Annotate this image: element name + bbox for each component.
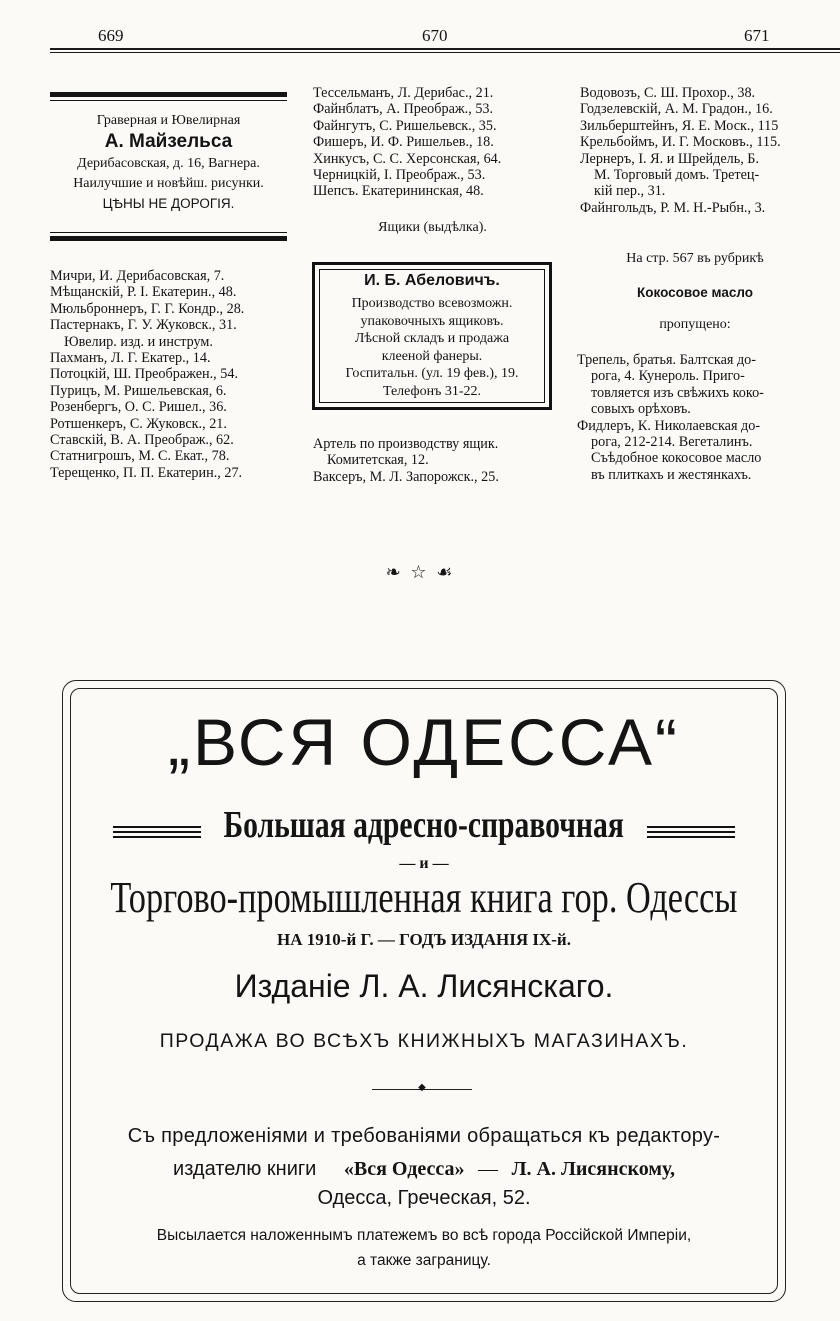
list-item: Пастернакъ, Г. У. Жуковск., 31. <box>50 317 237 334</box>
list-item: Водовозъ, С. Ш. Прохор., 38. <box>580 85 756 101</box>
section-heading-boxes: Ящики (выдѣлка). <box>378 220 487 235</box>
ad-maizels-prices: ЦѢНЫ НЕ ДОРОГІЯ. <box>102 196 235 211</box>
list-item: товляется изъ свѣжихъ коко- <box>591 384 764 401</box>
list-item: Шепсъ. Екатерининская, 48. <box>313 183 484 200</box>
list-item: Пурицъ, М. Ришельевская, 6. <box>50 382 227 399</box>
list-item: рога, 212-214. Вегеталинъ. <box>591 434 753 451</box>
big-ad-contact2-pre: издателю книги <box>173 1158 317 1180</box>
page-number-right: 671 <box>744 26 770 45</box>
list-item: Файнгутъ, С. Ришельевск., 35. <box>313 117 497 134</box>
col2-entries-top <box>313 85 501 200</box>
list-item: Ваксеръ, М. Л. Запорожск., 25. <box>313 468 499 485</box>
list-item: совыхъ орѣховъ. <box>591 401 691 418</box>
list-item: Крельбоймъ, И. Г. Московъ., 115. <box>580 134 781 151</box>
ad-maizels-bottom-bar <box>50 236 287 241</box>
ad-maizels-bottom-bar-thin <box>50 232 287 233</box>
big-ad-contact1: Съ предложеніями и требованіями обращаться къ редактору- <box>127 1125 721 1147</box>
list-item: Мюльброннеръ, Г. Г. Кондр., 28. <box>50 300 245 317</box>
ad-abelovich-line: Лѣсной складъ и продажа <box>354 331 510 346</box>
list-item: М. Торговый домъ. Третец- <box>594 167 760 184</box>
page-number-center: 670 <box>422 26 448 45</box>
list-item: въ плиткахъ и жестянкахъ. <box>591 466 752 483</box>
note-page-ref: На стр. 567 въ рубрикѣ <box>626 251 764 266</box>
list-item: Фишеръ, И. Ф. Ришельев., 18. <box>313 134 494 151</box>
list-item: кій пер., 31. <box>594 183 666 200</box>
ad-abelovich-line: Телефонъ 31-22. <box>382 383 482 399</box>
list-item: Терещенко, П. П. Екатерин., 27. <box>50 464 243 481</box>
big-ad-subtitle2: Торгово-промышленная книга гор. Одессы <box>110 873 738 922</box>
list-item: Потоцкій, Ш. Преображен., 54. <box>50 366 238 383</box>
ornament-divider: ❧ ☆ ☙ <box>385 562 455 583</box>
list-item: Ювелир. изд. и инструм. <box>64 333 213 350</box>
list-item: Ставскій, В. А. Преображ., 62. <box>50 432 234 449</box>
ad-maizels-name: А. Майзельса <box>104 131 233 152</box>
ad-abelovich-line: клееной фанеры. <box>381 348 483 364</box>
list-item: Черницкій, І. Преображ., 53. <box>313 167 486 184</box>
ad-maizels-slogan: Наилучшие и новѣйш. рисунки. <box>73 176 264 191</box>
list-item: Зильберштейнъ, Я. Е. Моск., 115 <box>580 117 779 134</box>
list-item: Статнигрошъ, М. С. Екат., 78. <box>50 448 230 465</box>
list-item: Артель по производству ящик. <box>313 436 499 452</box>
big-ad-and-row: — и — <box>399 855 449 872</box>
col3-added-entries <box>577 352 764 483</box>
list-item: Файнблатъ, А. Преображ., 53. <box>313 101 494 118</box>
big-ad-contact2-book: «Вся Одесса» <box>343 1158 465 1180</box>
page-number-left: 669 <box>98 26 124 45</box>
list-item: Годзелевскій, А. М. Градон., 16. <box>580 101 773 118</box>
list-item: Фидлеръ, К. Николаевская до- <box>577 417 761 434</box>
note-rubric: Кокосовое масло <box>637 285 753 300</box>
list-item: Хинкусъ, С. С. Херсонская, 64. <box>313 150 502 167</box>
list-item: Лернеръ, І. Я. и Шрейдель, Б. <box>580 150 759 167</box>
ad-abelovich <box>312 270 552 400</box>
ad-maizels-line1: Граверная и Ювелирная <box>96 113 241 128</box>
list-item: Тессельманъ, Л. Дерибас., 21. <box>313 85 494 101</box>
list-item: Мѣщанскій, Р. І. Екатерин., 48. <box>50 284 237 301</box>
ad-abelovich-name: И. Б. Абеловичъ. <box>364 272 500 289</box>
big-ad-shipping1: Высылается наложеннымъ платежемъ во всѣ города Россійской Имперіи, <box>156 1227 692 1244</box>
col3-entries <box>580 85 781 216</box>
big-ad-and: и <box>419 855 429 872</box>
list-item: Пахманъ, Л. Г. Екатер., 14. <box>50 350 211 367</box>
list-item: рога, 4. Кунероль. Приго- <box>591 368 745 385</box>
ad-maizels-address: Дерибасовская, д. 16, Вагнера. <box>77 156 260 171</box>
big-ad-shipping2: а также заграницу. <box>357 1252 491 1269</box>
header-rule <box>50 48 840 50</box>
big-ad-subtitle2-row <box>62 866 786 930</box>
big-ad-publisher: Изданіе Л. А. Лисянскаго. <box>234 968 614 1004</box>
big-ad-contact3: Одесса, Греческая, 52. <box>317 1187 531 1209</box>
ad-maizels-top-bar <box>50 92 287 97</box>
list-item: Комитетская, 12. <box>327 452 429 469</box>
header-rule-thin <box>50 52 840 53</box>
list-item: Файнгольдъ, Р. М. Н.-Рыбн., 3. <box>580 199 766 216</box>
list-item: Трепель, братья. Балтская до- <box>577 352 756 368</box>
big-ad-contact2-name: Л. А. Лисянскому, <box>511 1158 675 1180</box>
big-ad-contact2-dash: — <box>478 1158 499 1180</box>
big-ad-year: НА 1910-й Г. — ГОДЪ ИЗДАНІЯ IX-й. <box>277 930 571 949</box>
big-ad-small-rule-ornament: ◆ <box>418 1082 426 1093</box>
col1-entries <box>50 268 244 481</box>
big-ad-subtitle-row <box>62 797 786 853</box>
decorative-rule-right <box>647 826 735 839</box>
col2-entries-bottom <box>313 436 499 485</box>
big-ad-contact2 <box>62 1158 786 1181</box>
list-item: Розенбергъ, О. С. Ришел., 36. <box>50 399 227 416</box>
ad-abelovich-line: Госпитальн. (ул. 19 фев.), 19. <box>345 366 519 381</box>
ad-maizels-top-bar-thin <box>50 100 287 101</box>
ad-maizels <box>50 112 287 214</box>
list-item: Съѣдобное кокосовое масло <box>591 450 762 467</box>
big-ad-subtitle: Большая адресно-справочная <box>223 804 625 846</box>
note-omitted: пропущено: <box>659 317 731 332</box>
list-item: Ротшенкеръ, С. Жуковск., 21. <box>50 415 227 432</box>
big-ad-sale: ПРОДАЖА ВО ВСѢХЪ КНИЖНЫХЪ МАГАЗИНАХЪ. <box>159 1030 689 1052</box>
ad-abelovich-line: упаковочныхъ ящиковъ. <box>360 313 504 329</box>
decorative-rule-left <box>113 826 201 839</box>
ad-abelovich-line: Производство всевозможн. <box>351 296 513 311</box>
big-ad-title: „ВСЯ ОДЕССА“ <box>168 705 680 779</box>
list-item: Мичри, И. Дерибасовская, 7. <box>50 268 225 284</box>
